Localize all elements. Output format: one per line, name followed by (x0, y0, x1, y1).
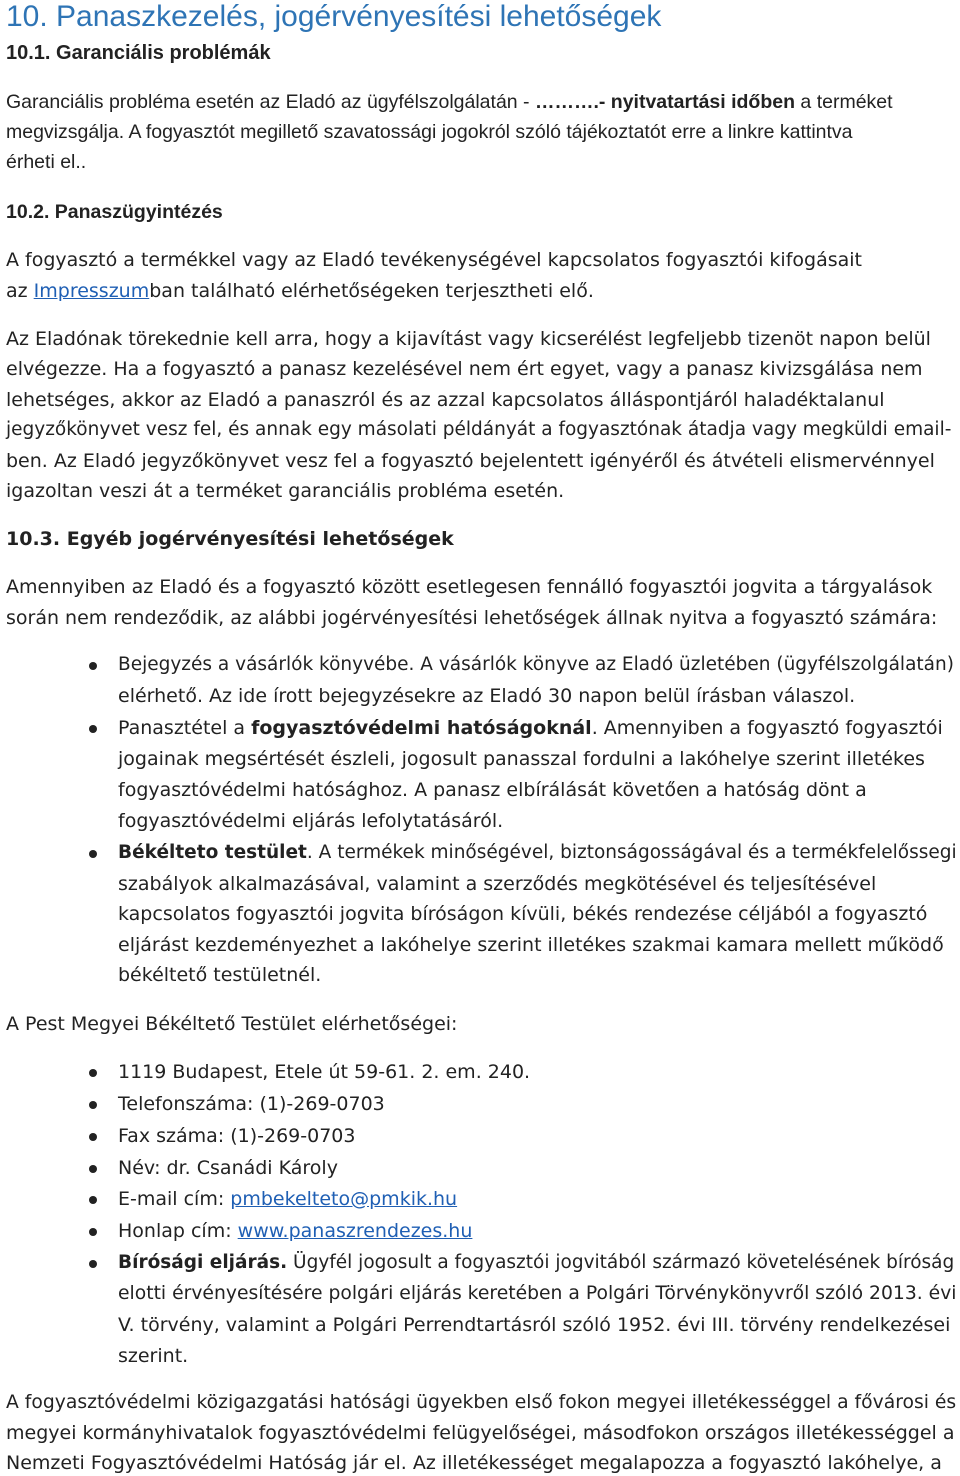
paragraph-line: A fogyasztó a termékkel vagy az Eladó tevékenységével kapcsolatos fogyasztói kifogásait (6, 249, 862, 271)
bold-text: fogyasztóvédelmi hatóságoknál (251, 717, 592, 739)
bullet-icon (89, 1260, 97, 1268)
bullet-icon (89, 725, 97, 733)
paragraph-line: igazoltan veszi át a terméket garanciális probléma esetén. (6, 480, 565, 502)
paragraph-line: érheti el.. (6, 151, 87, 173)
contact-address: 1119 Budapest, Etele út 59-61. 2. em. 240. (118, 1061, 531, 1083)
bullet-icon (89, 850, 97, 858)
paragraph-line: megyei kormányhivatalok fogyasztóvédelmi felügyelőségei, másodfokon országos illetékességgel a (6, 1422, 955, 1444)
paragraph-line: Amennyiben az Eladó és a fogyasztó között esetlegesen fennálló fogyasztói jogvita a tárgyalások (6, 576, 933, 598)
bullet-icon (89, 1101, 97, 1109)
paragraph-line: lehetséges, akkor az Eladó a panaszról és az azzal kapcsolatos álláspontjáról haladéktalanul (6, 389, 885, 411)
paragraph-line: ben. Az Eladó jegyzőkönyvet vesz fel a fogyasztó bejelentett igényéről és átvételi elismervénnyel (6, 450, 935, 472)
bold-text: ……….- nyitvatartási időben (534, 91, 796, 113)
paragraph-line: megvizsgálja. A fogyasztót megillető szavatossági jogokról szóló tájékoztatót erre a linkre kattintva (6, 121, 853, 143)
paragraph-line (6, 280, 594, 302)
list-item-line: szabályok alkalmazásával, valamint a szerződés megkötésével és teljesítésével (118, 873, 877, 895)
section-heading-garancia: 10.1. Garanciális problémák (6, 42, 271, 64)
list-item-line: V. törvény, valamint a Polgári Perrendtartásról szóló 1952. évi III. törvény rendelkezései (118, 1314, 951, 1336)
contact-name: Név: dr. Csanádi Károly (118, 1157, 338, 1179)
text-span: Panasztétel a (118, 717, 252, 739)
list-item-line: fogyasztóvédelmi hatósághoz. A panasz elbírálását követően a hatóság dönt a (118, 779, 867, 801)
contact-fax: Fax száma: (1)-269-0703 (118, 1125, 356, 1147)
page-title: 10. Panaszkezelés, jogérvényesítési lehetőségek (6, 0, 662, 33)
bullet-icon (89, 1228, 97, 1236)
text-span: Ügyfél jogosult a fogyasztói jogvitából származó követelésének bíróság (287, 1252, 955, 1273)
bullet-icon (89, 1069, 97, 1077)
text-span: az (6, 280, 34, 302)
contact-phone: Telefonszáma: (1)-269-0703 (118, 1093, 385, 1115)
list-item-line: elotti érvényesítésére polgári eljárás keretében a Polgári Törvénykönyvről szóló 2013. évi (118, 1283, 957, 1304)
paragraph-line: Az Eladónak törekednie kell arra, hogy a kijavítást vagy kicserélést legfeljebb tizenöt napon belül (6, 328, 931, 350)
paragraph-line (6, 91, 893, 114)
text-span: E-mail cím: (118, 1188, 231, 1210)
impresszum-link[interactable]: Impresszum (33, 280, 150, 302)
website-link[interactable]: www.panaszrendezes.hu (237, 1220, 473, 1242)
text-span: Honlap cím: (118, 1220, 238, 1242)
list-item-line (118, 842, 957, 863)
paragraph-line: elvégezze. Ha a fogyasztó a panasz kezelésével nem ért egyet, vagy a panasz kivizsgálása nem (6, 358, 923, 380)
bullet-icon (89, 662, 97, 670)
email-link[interactable]: pmbekelteto@pmkik.hu (230, 1188, 458, 1210)
list-item-line: kapcsolatos fogyasztói jogvita bíróságon kívüli, békés rendezése céljából a fogyasztó (118, 903, 928, 925)
contact-website (118, 1220, 472, 1242)
list-item-line (118, 717, 943, 739)
list-item-line (118, 1252, 954, 1273)
text-span: Garanciális probléma esetén az Eladó az ügyfélszolgálatán - (6, 91, 535, 113)
bold-text: Bírósági eljárás. (118, 1252, 288, 1273)
paragraph-line: A fogyasztóvédelmi közigazgatási hatósági ügyekben első fokon megyei illetékességgel a fővárosi és (6, 1392, 957, 1413)
list-item-line: szerint. (118, 1345, 189, 1367)
bullet-icon (89, 1165, 97, 1173)
section-heading-egyeb: 10.3. Egyéb jogérvényesítési lehetőségek (6, 528, 454, 550)
text-span: . A termékek minőségével, biztonságosságával és a termékfelelőssegi (306, 842, 957, 863)
paragraph-line: során nem rendeződik, az alábbi jogérvényesítési lehetőségek állnak nyitva a fogyasztó számára: (6, 607, 938, 629)
paragraph-line: jegyzőkönyvet vesz fel, és annak egy másolati példányát a fogyasztónak átadja vagy megküldi email- (6, 419, 952, 440)
list-item-line: jogainak megsértését észleli, jogosult panasszal fordulni a lakóhelye szerint illetékes (118, 748, 925, 770)
list-item-line: eljárást kezdeményezhet a lakóhelye szerint illetékes szakmai kamara mellett működő (118, 934, 944, 956)
list-item-line: békéltető testületnél. (118, 964, 322, 986)
section-heading-panasz: 10.2. Panaszügyintézés (6, 201, 223, 223)
contact-email (118, 1188, 457, 1210)
paragraph-line: A Pest Megyei Békéltető Testület elérhetőségei: (6, 1013, 458, 1035)
text-span: a terméket (795, 91, 893, 113)
list-item-line: fogyasztóvédelmi eljárás lefolytatásáról. (118, 810, 504, 832)
text-span: . Amennyiben a fogyasztó fogyasztói (591, 717, 943, 739)
text-span: ban található elérhetőségeken terjesztheti elő. (149, 280, 594, 302)
list-item-line: Bejegyzés a vásárlók könyvébe. A vásárlók könyve az Eladó üzletében (ügyfélszolgálatán) (118, 654, 954, 675)
bullet-icon (89, 1196, 97, 1204)
bullet-icon (89, 1133, 97, 1141)
list-item-line: elérhető. Az ide írott bejegyzésekre az Eladó 30 napon belül írásban válaszol. (118, 685, 856, 707)
bold-text: Békélteto testület (118, 842, 307, 863)
paragraph-line: Nemzeti Fogyasztóvédelmi Hatóság jár el. Az illetékességet megalapozza a fogyasztó lakóhelye, a (6, 1452, 942, 1474)
